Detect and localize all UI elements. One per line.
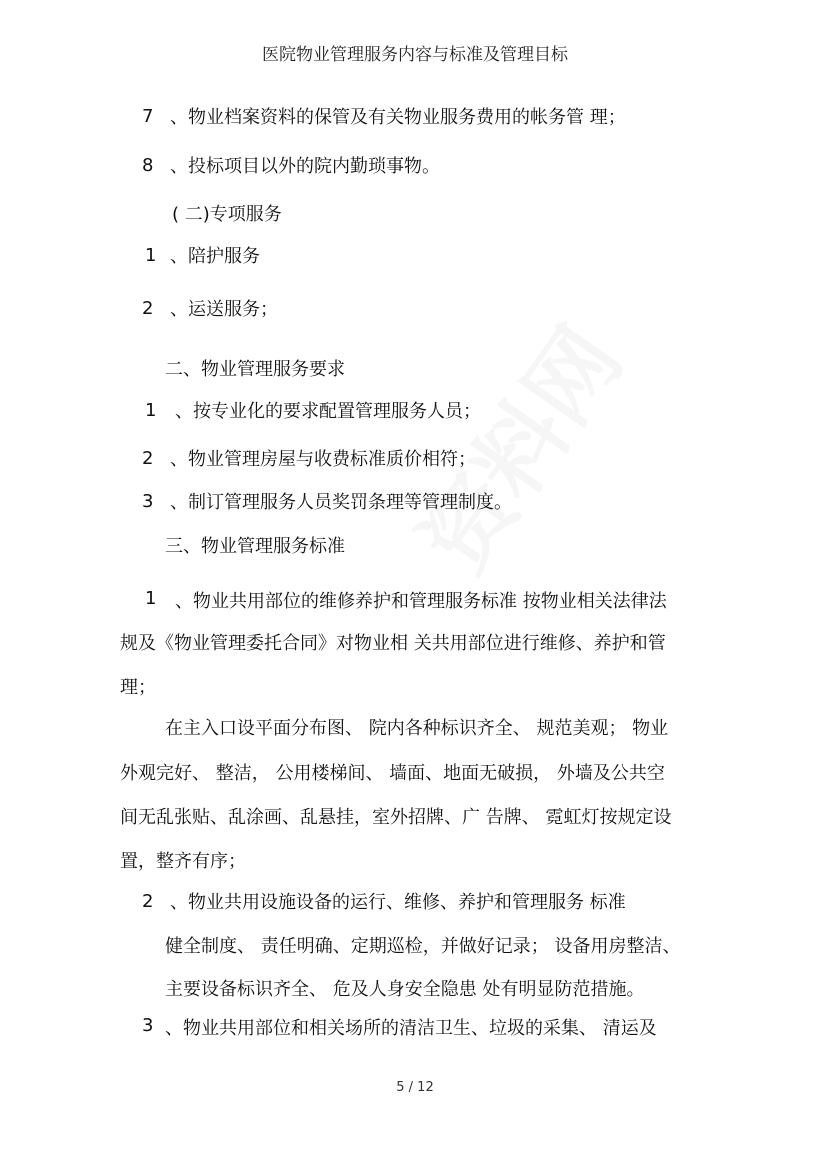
paragraph-line: 外观完好、 整洁， 公用楼梯间、 墙面、地面无破损， 外墙及公共空 [120,763,665,784]
item-number: 2 [142,891,154,912]
watermark [384,297,645,593]
item-number: 8 [142,155,154,176]
paragraph-line: 规及《物业管理委托合同》对物业相 关共用部位进行维修、养护和管 [120,633,666,654]
section-heading: 三、物业管理服务标准 [165,536,345,557]
list-item: 、投标项目以外的院内勤琐事物。 [170,156,440,177]
item-number: 2 [142,448,154,469]
section-heading: 二、物业管理服务要求 [165,359,345,380]
list-item: 、制订管理服务人员奖罚条理等管理制度。 [170,492,512,513]
page-header: 医院物业管理服务内容与标准及管理目标 [262,45,568,65]
paragraph-line: 、物业共用部位和相关场所的清洁卫生、垃圾的采集、 清运及 [165,1018,657,1039]
section-heading: ( 二)专项服务 [172,204,282,225]
list-item: 、运送服务； [170,299,278,320]
item-number: 7 [142,106,154,127]
list-item: 、按专业化的要求配置管理服务人员； [175,401,481,422]
paragraph-line: 间无乱张贴、乱涂画、乱悬挂，室外招牌、广 告牌、 霓虹灯按规定设 [120,807,672,828]
paragraph-line: 健全制度、 责任明确、定期巡检，并做好记录； 设备用房整洁、 [165,936,681,957]
paragraph-line: 主要设备标识齐全、 危及人身安全隐患 处有明显防范措施。 [165,979,645,1000]
item-number: 3 [142,491,154,512]
item-number: 1 [145,400,157,421]
paragraph-line: 、物业共用设施设备的运行、维修、养护和管理服务 标准 [170,892,626,913]
list-item: 、物业档案资料的保管及有关物业服务费用的帐务管 理； [170,107,626,128]
paragraph-line: 在主入口设平面分布图、 院内各种标识齐全、 规范美观； 物业 [165,718,669,739]
item-number: 1 [145,245,157,266]
paragraph-line: 、物业共用部位的维修养护和管理服务标准 按物业相关法律法 [175,591,667,612]
item-number: 3 [142,1015,154,1036]
page-number: 5 / 12 [396,1080,434,1095]
paragraph-line: 置，整齐有序； [120,851,246,872]
paragraph-line: 理； [120,677,156,698]
list-item: 、陪护服务 [170,246,260,267]
list-item: 、物业管理房屋与收费标准质价相符； [170,449,476,470]
item-number: 2 [142,298,154,319]
item-number: 1 [145,588,157,609]
